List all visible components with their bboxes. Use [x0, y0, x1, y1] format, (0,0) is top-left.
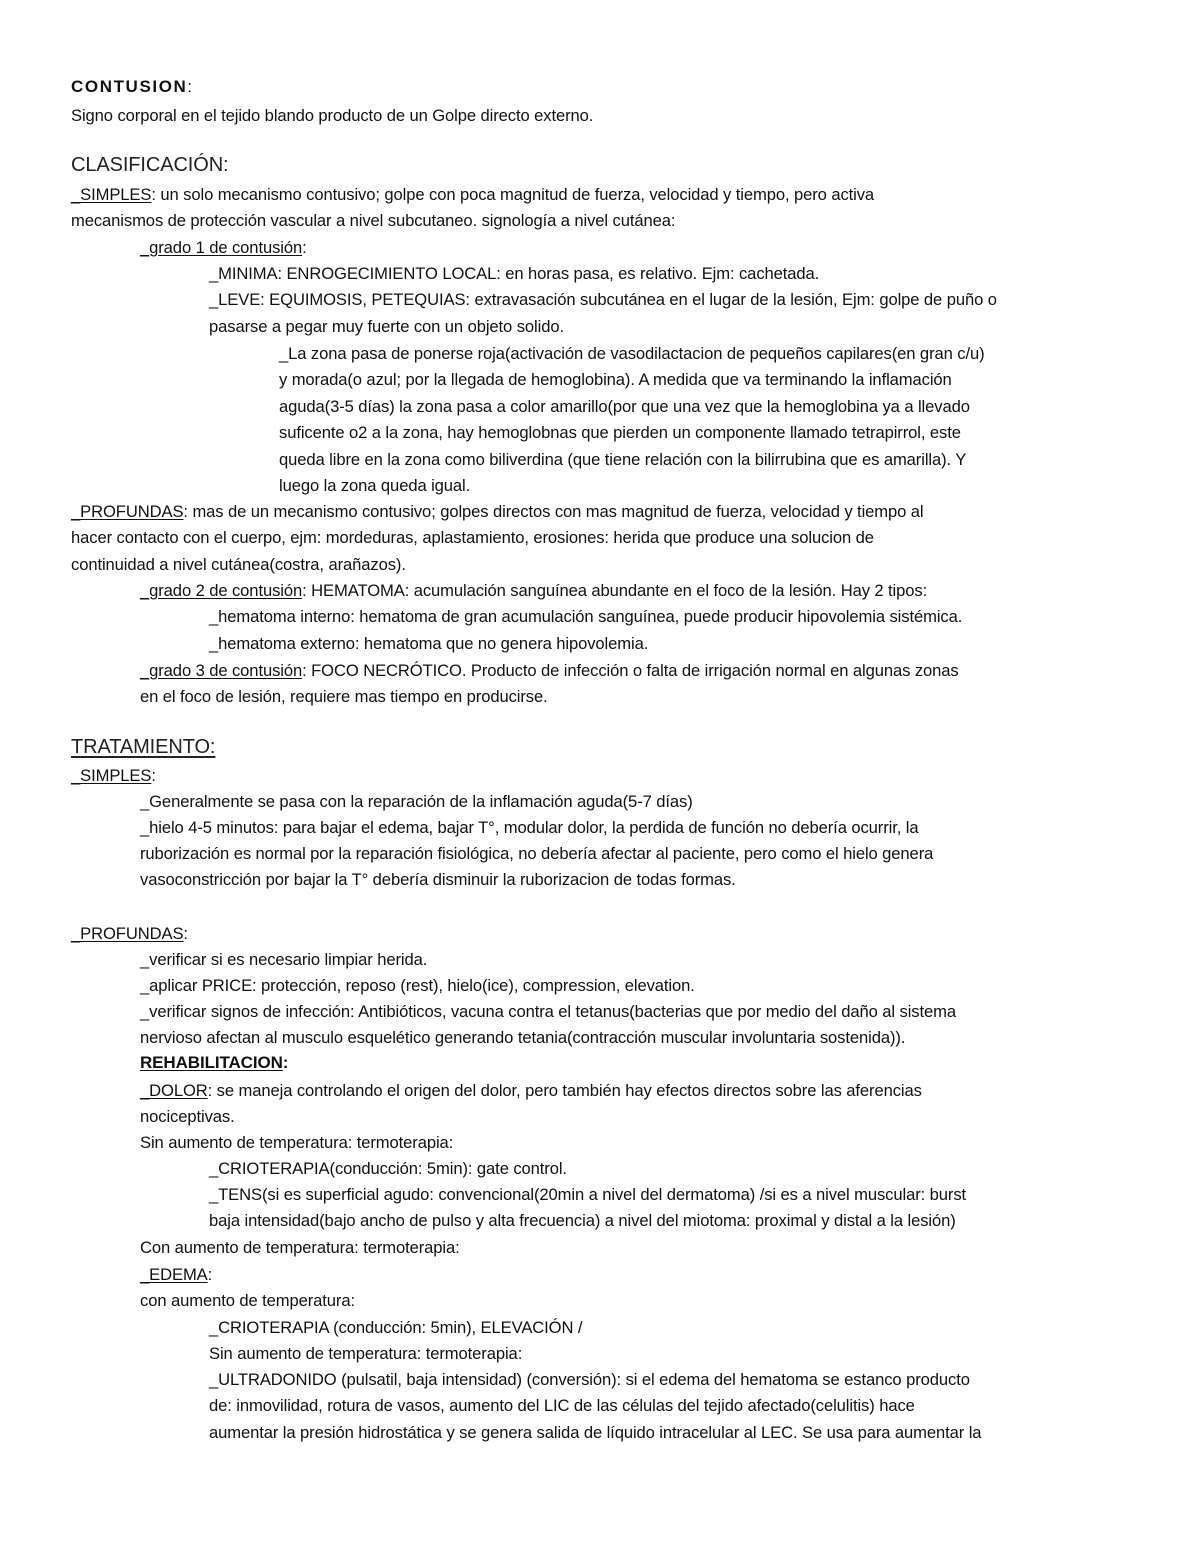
grado2-label: _grado 2 de contusión: [140, 581, 303, 600]
trat-profundas-heading: [71, 923, 188, 945]
ultrasonido-line-2: de: inmovilidad, rotura de vasos, aumento del LIC de las células del tejido afectado(celulitis) hace: [209, 1396, 915, 1415]
leve-line-2: pasarse a pegar muy fuerte con un objeto solido.: [209, 317, 564, 336]
rehab-title: REHABILITACION: [140, 1053, 283, 1072]
grado3-label: _grado 3 de contusión: [140, 661, 303, 680]
ultrasonido-line-3: aumentar la presión hidrostática y se genera salida de líquido intracelular al LEC. Se usa para aumentar la: [209, 1423, 982, 1442]
definition-text: Signo corporal en el tejido blando producto de un Golpe directo externo.: [71, 106, 594, 125]
grado2-text: : HEMATOMA: acumulación sanguínea abundante en el foco de la lesión. Hay 2 tipos:: [302, 581, 928, 600]
clasificacion-heading: CLASIFICACIÓN:: [71, 154, 229, 176]
grado1-label: _grado 1 de contusión: [140, 238, 303, 257]
ultrasonido-line-1: _ULTRADONIDO (pulsatil, baja intensidad) (conversión): si el edema del hematoma se estanco producto: [209, 1370, 970, 1389]
trat-profundas-line-2: _aplicar PRICE: protección, reposo (rest), hielo(ice), compression, elevation.: [140, 976, 695, 995]
grado3-line: [140, 660, 959, 682]
sin-aumento-line: Sin aumento de temperatura: termoterapia:: [140, 1133, 454, 1152]
trat-simples-heading: [71, 765, 156, 787]
grado2-line: [140, 580, 927, 602]
rehab-heading: [140, 1052, 288, 1074]
rehab-colon: :: [282, 1053, 289, 1072]
grado1-colon: :: [302, 238, 307, 257]
leve-line-1: _LEVE: EQUIMOSIS, PETEQUIAS: extravasación subcutánea en el lugar de la lesión, Ejm: golpe de puño o: [209, 290, 997, 309]
grado3-line-2: en el foco de lesión, requiere mas tiempo en producirse.: [140, 687, 548, 706]
grado1-line: [140, 237, 307, 259]
trat-simples-line-3: ruborización es normal por la reparación fisiológica, no debería afectar al paciente, pero como el hielo genera: [140, 844, 934, 863]
crioterapia-line-2: _CRIOTERAPIA (conducción: 5min), ELEVACIÓN /: [209, 1318, 583, 1337]
crioterapia-line: _CRIOTERAPIA(conducción: 5min): gate control.: [209, 1159, 567, 1178]
zona-line-6: luego la zona queda igual.: [279, 476, 471, 495]
zona-line-3: aguda(3-5 días) la zona pasa a color amarillo(por que una vez que la hemoglobina ya a llevado: [279, 397, 970, 416]
doc-title-line: [71, 76, 192, 98]
trat-profundas-colon: :: [183, 924, 188, 943]
simples-line-1: [71, 184, 874, 206]
tratamiento-heading: TRATAMIENTO:: [71, 736, 216, 758]
trat-simples-colon: :: [151, 766, 156, 785]
trat-profundas-label: _PROFUNDAS: [71, 924, 184, 943]
edema-colon: :: [207, 1265, 213, 1284]
zona-line-2: y morada(o azul; por la llegada de hemoglobina). A medida que va terminando la inflamación: [279, 370, 952, 389]
grado3-text: : FOCO NECRÓTICO. Producto de infección o falta de irrigación normal en algunas zonas: [302, 661, 959, 680]
hematoma-externo-line: _hematoma externo: hematoma que no genera hipovolemia.: [209, 634, 649, 653]
doc-title-colon: :: [187, 77, 192, 96]
profundas-line-1: [71, 501, 924, 523]
profundas-line-2: hacer contacto con el cuerpo, ejm: mordeduras, aplastamiento, erosiones: herida que produce una solucion de: [71, 528, 874, 547]
simples-line-2: mecanismos de protección vascular a nivel subcutaneo. signología a nivel cutánea:: [71, 211, 676, 230]
con-aumento-line: Con aumento de temperatura: termoterapia:: [140, 1238, 460, 1257]
dolor-label: _DOLOR: [140, 1081, 208, 1100]
zona-line-5: queda libre en la zona como biliverdina (que tiene relación con la bilirrubina que es amarilla). Y: [279, 450, 967, 469]
trat-simples-label: _SIMPLES: [71, 766, 152, 785]
simples-label: _SIMPLES: [71, 185, 152, 204]
zona-line-1: _La zona pasa de ponerse roja(activación de vasodilactacion de pequeños capilares(en gran c/u): [279, 344, 985, 363]
sin-aumento-line-2: Sin aumento de temperatura: termoterapia:: [209, 1344, 523, 1363]
profundas-text: : mas de un mecanismo contusivo; golpes directos con mas magnitud de fuerza, velocidad y tiempo al: [183, 502, 924, 521]
trat-simples-line-1: _Generalmente se pasa con la reparación de la inflamación aguda(5-7 días): [140, 792, 693, 811]
minima-line: _MINIMA: ENROGECIMIENTO LOCAL: en horas pasa, es relativo. Ejm: cachetada.: [209, 264, 820, 283]
dolor-text: : se maneja controlando el origen del dolor, pero también hay efectos directos sobre las aferencias: [207, 1081, 922, 1100]
trat-simples-line-2: _hielo 4-5 minutos: para bajar el edema, bajar T°, modular dolor, la perdida de función no debería ocurrir, la: [140, 818, 919, 837]
dolor-line-1: [140, 1080, 922, 1102]
edema-label: _EDEMA: [140, 1265, 208, 1284]
dolor-line-2: nociceptivas.: [140, 1107, 235, 1126]
trat-profundas-line-4: nervioso afectan al musculo esquelético generando tetania(contracción muscular involuntaria sostenida)).: [140, 1028, 906, 1047]
trat-profundas-line-1: _verificar si es necesario limpiar herida.: [140, 950, 428, 969]
tens-line-1: _TENS(si es superficial agudo: convencional(20min a nivel del dermatoma) /si es a nivel muscular: burst: [209, 1185, 967, 1204]
tens-line-2: baja intensidad(bajo ancho de pulso y alta frecuencia) a nivel del miotoma: proximal y distal a la lesión): [209, 1211, 956, 1230]
hematoma-interno-line: _hematoma interno: hematoma de gran acumulación sanguínea, puede producir hipovolemia sistémica.: [209, 607, 963, 626]
profundas-label: _PROFUNDAS: [71, 502, 184, 521]
trat-profundas-line-3: _verificar signos de infección: Antibióticos, vacuna contra el tetanus(bacterias que por medio del daño al sistema: [140, 1002, 956, 1021]
con-aumento-line-2: con aumento de temperatura:: [140, 1291, 355, 1310]
edema-heading: [140, 1264, 212, 1286]
simples-text: : un solo mecanismo contusivo; golpe con poca magnitud de fuerza, velocidad y tiempo, pero activa: [151, 185, 875, 204]
profundas-line-3: continuidad a nivel cutánea(costra, arañazos).: [71, 555, 406, 574]
zona-line-4: suficente o2 a la zona, hay hemoglobnas que pierden un componente llamado tetrapirrol, este: [279, 423, 961, 442]
doc-title: CONTUSION: [71, 77, 188, 96]
trat-simples-line-4: vasoconstricción por bajar la T° debería disminuir la ruborizacion de todas formas.: [140, 870, 736, 889]
